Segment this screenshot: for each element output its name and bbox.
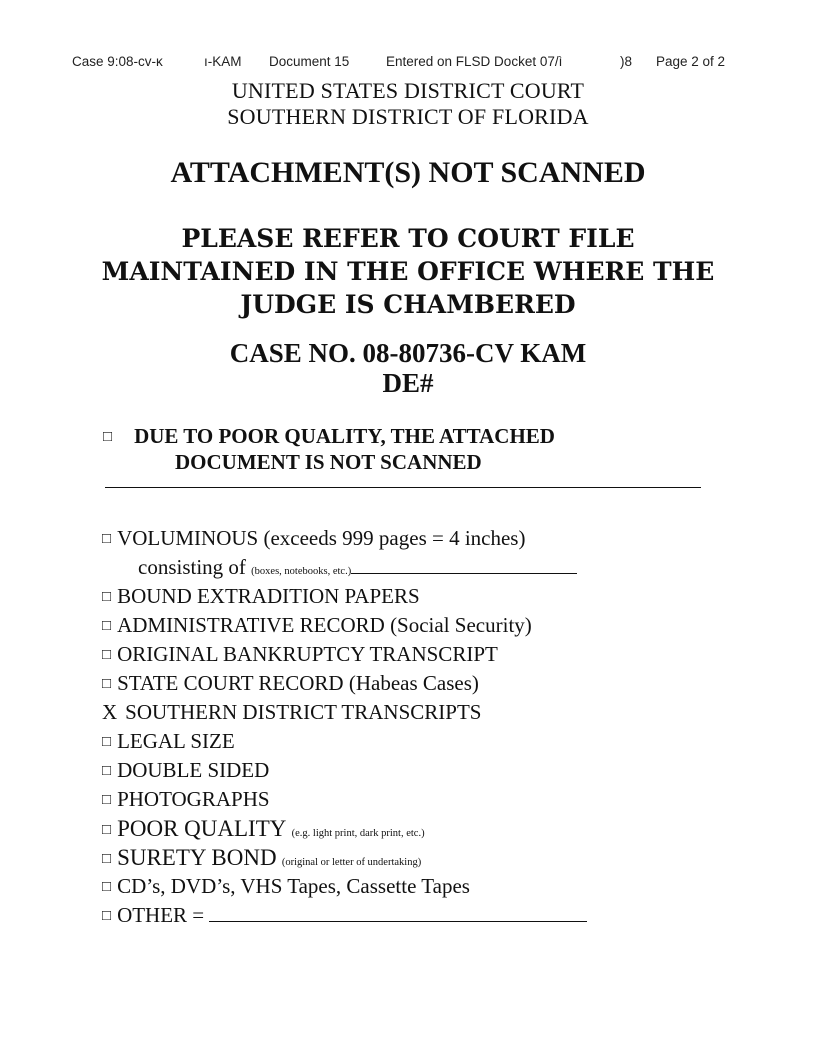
attachment-checklist xyxy=(102,524,587,930)
list-item-administrative xyxy=(102,611,587,640)
checkbox[interactable]: □ xyxy=(102,618,112,634)
list-item-voluminous xyxy=(102,524,587,553)
other-label: OTHER = xyxy=(117,903,205,927)
double-sided-label: DOUBLE SIDED xyxy=(117,758,270,782)
consisting-of-blank-line[interactable] xyxy=(351,559,577,574)
poor-quality-notice-line-2: DOCUMENT IS NOT SCANNED xyxy=(175,450,482,474)
page-title: ATTACHMENT(S) NOT SCANNED xyxy=(170,156,646,189)
checkbox[interactable]: □ xyxy=(102,589,112,605)
checkbox[interactable]: □ xyxy=(102,734,112,750)
photographs-label: PHOTOGRAPHS xyxy=(117,787,270,811)
stamp-case-fragment: Case 9:08-cv-ĸ xyxy=(72,54,163,69)
list-item-surety-bond xyxy=(102,843,587,872)
poor-quality-label: POOR QUALITY xyxy=(117,816,287,841)
stamp-entered: Entered on FLSD Docket 07/ì xyxy=(386,54,563,69)
docket-entry: DE# xyxy=(382,368,434,398)
consisting-of-label: consisting of xyxy=(138,555,246,579)
list-item-state-court xyxy=(102,669,587,698)
list-item-media xyxy=(102,872,587,901)
refer-line-2: MAINTAINED IN THE OFFICE WHERE THE xyxy=(101,257,715,286)
list-item-poor-quality xyxy=(102,814,587,843)
list-item-bound-extradition xyxy=(102,582,587,611)
refer-line-1: PLEASE REFER TO COURT FILE xyxy=(181,224,635,253)
media-label: CD’s, DVD’s, VHS Tapes, Cassette Tapes xyxy=(117,874,470,898)
list-item-bankruptcy xyxy=(102,640,587,669)
divider-rule xyxy=(105,487,701,488)
checkbox[interactable]: □ xyxy=(102,676,112,692)
checked-mark[interactable]: X xyxy=(102,700,118,724)
other-blank-line[interactable] xyxy=(209,907,587,922)
poor-quality-notice-checkbox[interactable]: □ xyxy=(103,429,113,445)
stamp-year-fragment: )8 xyxy=(620,54,633,69)
refer-line-3: JUDGE IS CHAMBERED xyxy=(240,290,576,319)
list-item-double-sided xyxy=(102,756,587,785)
consisting-of-note: (boxes, notebooks, etc.) xyxy=(251,566,352,577)
checkbox[interactable]: □ xyxy=(102,531,112,547)
refer-notice xyxy=(0,222,816,321)
poor-quality-notice-line-1: DUE TO POOR QUALITY, THE ATTACHED xyxy=(134,424,555,448)
list-item-legal-size xyxy=(102,727,587,756)
stamp-kam: ı-KAM xyxy=(204,54,242,69)
bound-extradition-label: BOUND EXTRADITION PAPERS xyxy=(117,584,420,608)
stamp-document: Document 15 xyxy=(269,54,350,69)
poor-quality-notice xyxy=(103,424,555,475)
administrative-label: ADMINISTRATIVE RECORD (Social Security) xyxy=(117,613,532,637)
checkbox[interactable]: □ xyxy=(102,908,112,924)
poor-quality-note: (e.g. light print, dark print, etc.) xyxy=(291,828,425,839)
checkbox[interactable]: □ xyxy=(102,647,112,663)
legal-size-label: LEGAL SIZE xyxy=(117,729,235,753)
list-item-southern-district xyxy=(102,698,587,727)
case-number: CASE NO. 08-80736-CV KAM xyxy=(229,338,587,368)
stamp-page: Page 2 of 2 xyxy=(656,54,726,69)
voluminous-label: VOLUMINOUS (exceeds 999 pages = 4 inches) xyxy=(117,526,526,550)
surety-bond-note: (original or letter of undertaking) xyxy=(281,857,422,868)
southern-district-label: SOUTHERN DISTRICT TRANSCRIPTS xyxy=(125,700,482,724)
checkbox[interactable]: □ xyxy=(102,851,112,867)
checkbox[interactable]: □ xyxy=(102,879,112,895)
checkbox[interactable]: □ xyxy=(102,792,112,808)
checkbox[interactable]: □ xyxy=(102,763,112,779)
state-court-label: STATE COURT RECORD (Habeas Cases) xyxy=(117,671,479,695)
surety-bond-label: SURETY BOND xyxy=(117,845,277,870)
case-block xyxy=(0,338,816,398)
bankruptcy-label: ORIGINAL BANKRUPTCY TRANSCRIPT xyxy=(117,642,498,666)
checkbox[interactable]: □ xyxy=(102,822,112,838)
list-item-photographs xyxy=(102,785,587,814)
list-item-other xyxy=(102,901,587,930)
list-item-consisting-of xyxy=(102,553,587,582)
court-name: UNITED STATES DISTRICT COURT xyxy=(231,78,585,103)
court-district: SOUTHERN DISTRICT OF FLORIDA xyxy=(227,104,589,129)
